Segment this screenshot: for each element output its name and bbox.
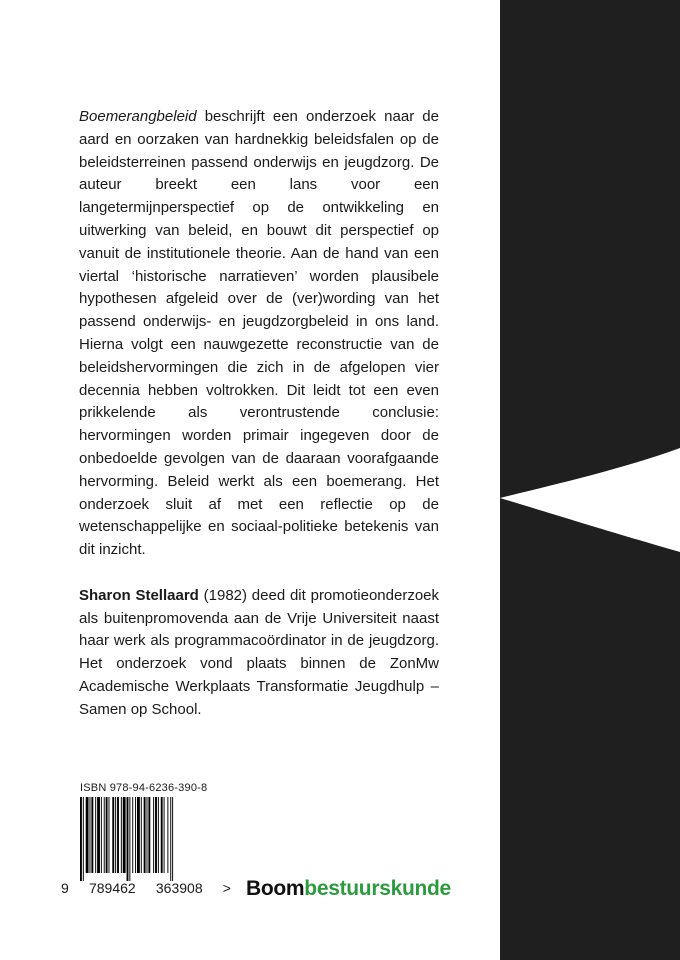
barcode-bar bbox=[83, 797, 84, 881]
barcode-bar bbox=[144, 797, 146, 873]
author-paragraph bbox=[79, 585, 439, 722]
barcode-bar bbox=[147, 797, 148, 873]
book-title: Boemerangbeleid bbox=[79, 108, 197, 125]
barcode-bar bbox=[155, 797, 157, 873]
boomerang-shape bbox=[500, 440, 680, 560]
barcode-bar bbox=[106, 797, 108, 873]
author-bio: (1982) deed dit promotieonderzoek als buitenpromovenda aan de Vrije Universiteit naast haar werk als programmacoördinator in de jeugdzorg. Het onderzoek vond plaats binnen de ZonMw Academische Werkplaats Transformatie Jeugdhulp – Samen op School. bbox=[79, 586, 440, 718]
barcode-bar bbox=[80, 797, 82, 881]
barcode-bar bbox=[91, 797, 93, 873]
barcode-bar bbox=[167, 797, 168, 873]
barcode-bar bbox=[117, 797, 119, 873]
barcode-bar bbox=[123, 797, 126, 873]
logo-bestuurskunde: bestuurskunde bbox=[304, 877, 451, 900]
description-text: beschrijft een onderzoek naar de aard en oorzaken van hardnekkig beleidsfalen op de beleidsterreinen passend onderwijs en jeugdzorg. De auteur breekt een lans voor een langetermijnperspectief op de ontwikkeling en uitwerking van beleid, en bouwt dit perspectief op vanuit de institutionele theorie. Aan de hand van een viertal ‘historische narratieven’ worden plausibele hypothesen afgeleid over de (ver)wording van het passend onderwijs- en jeugdzorgbeleid in ons land. Hierna volgt een nauwgezette reconstructie van de beleidshervormingen die zich in de afgelopen vier decennia hebben voltrokken. Dit leidt tot een even prikkelende als verontrustende conclusie: hervormingen worden primair ingegeven door de onbedoelde gevolgen van de daaraan voorafgaande hervorming. Beleid werkt als een boemerang. Het onderzoek sluit af met een reflectie op de wetenschappelijke en sociaal-politieke betekenis van dit inzicht. bbox=[79, 108, 439, 559]
barcode-bar bbox=[109, 797, 110, 873]
barcode-bar bbox=[135, 797, 136, 873]
barcode-group-1: 789462 bbox=[88, 880, 136, 896]
barcode-bar bbox=[129, 797, 130, 881]
barcode-bar bbox=[90, 797, 91, 873]
back-cover-text bbox=[79, 106, 439, 722]
barcode-bar bbox=[121, 797, 122, 873]
barcode-bar bbox=[86, 797, 89, 873]
barcode-bar bbox=[148, 797, 150, 873]
publisher-logo bbox=[246, 877, 451, 901]
barcode-bar bbox=[104, 797, 105, 873]
barcode-bar bbox=[115, 797, 116, 873]
barcode-bar bbox=[95, 797, 96, 873]
barcode-bar bbox=[127, 797, 129, 881]
author-name: Sharon Stellaard bbox=[79, 586, 199, 604]
description-paragraph bbox=[79, 106, 439, 562]
barcode-bar bbox=[158, 797, 159, 873]
barcode-first-digit: 9 bbox=[61, 880, 69, 896]
isbn-label: ISBN 978-94-6236-390-8 bbox=[80, 782, 208, 794]
barcode-bar bbox=[161, 797, 163, 873]
barcode-group-2: 363908 bbox=[155, 880, 203, 896]
barcode-bar bbox=[164, 797, 165, 873]
barcode-bar bbox=[101, 797, 102, 873]
barcode-bar bbox=[141, 797, 142, 873]
barcode-bar bbox=[97, 797, 100, 873]
barcode-bar bbox=[153, 797, 154, 873]
barcode-arrow: > bbox=[222, 880, 231, 896]
logo-boom: Boom bbox=[246, 877, 305, 900]
barcode-bar bbox=[112, 797, 114, 873]
barcode-bar bbox=[132, 797, 133, 873]
barcode-digits bbox=[61, 880, 231, 896]
barcode-bar bbox=[170, 797, 171, 881]
barcode-bar bbox=[172, 797, 173, 881]
barcode bbox=[80, 797, 210, 881]
barcode-bar bbox=[137, 797, 140, 873]
